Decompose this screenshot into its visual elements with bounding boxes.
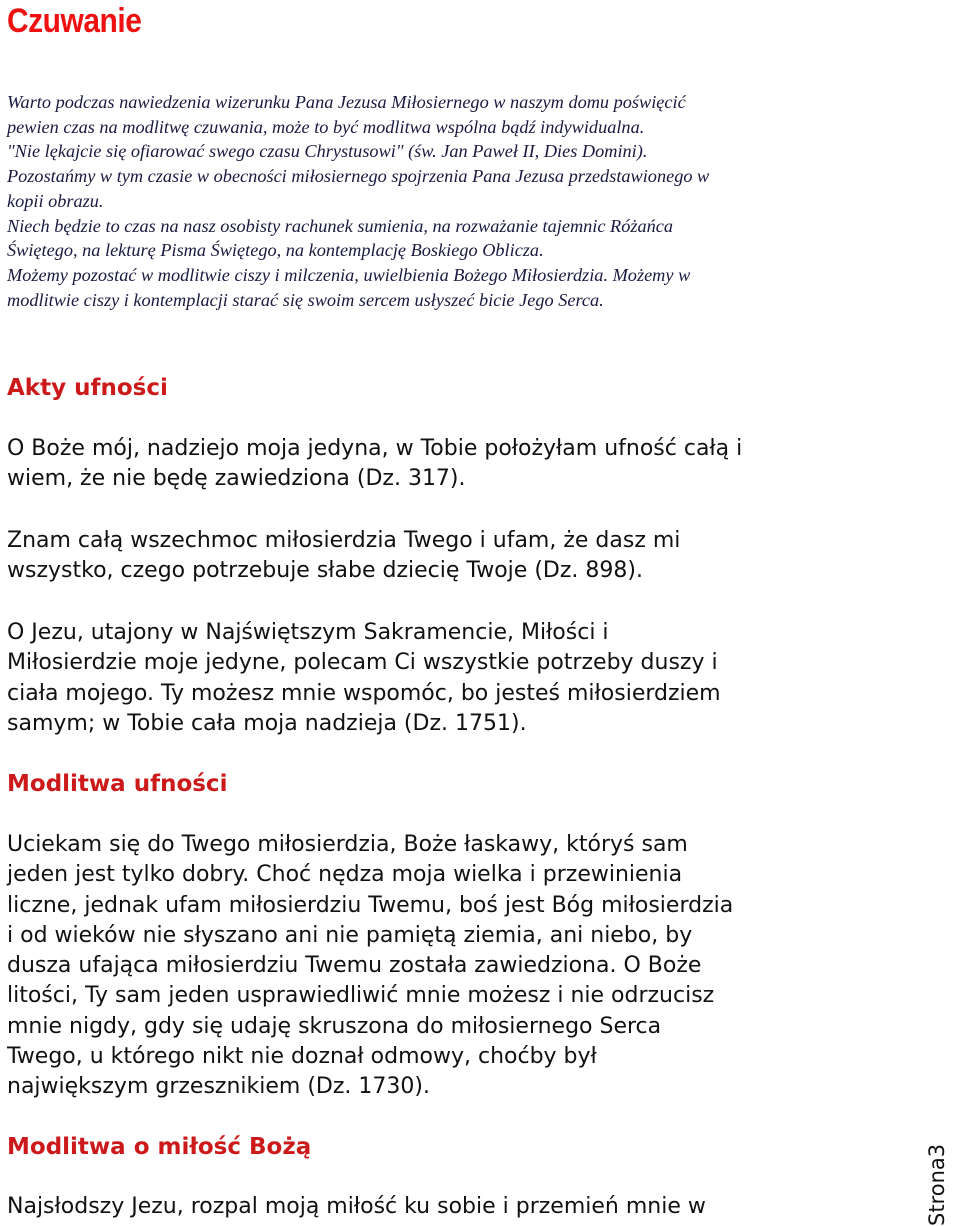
prayer-paragraph (7, 1192, 907, 1222)
act-of-trust-3 (7, 618, 907, 739)
text-line: Twego, u którego nikt nie doznał odmowy, choćby był (7, 1044, 597, 1070)
text-line: wszystko, czego potrzebuje słabe dziecię Twoje (Dz. 898). (7, 558, 643, 584)
text-line: największym grzesznikiem (Dz. 1730). (7, 1074, 430, 1100)
act-of-trust-1 (7, 434, 907, 495)
text-line: Pozostańmy w tym czasie w obecności miłosiernego spojrzenia Pana Jezusa przedstawionego w (7, 166, 710, 187)
text-line: dusza ufająca miłosierdziu Twemu została zawiedziona. O Boże (7, 953, 702, 979)
prayer-of-love (7, 1192, 907, 1222)
text-line: wiem, że nie będę zawiedziona (Dz. 317). (7, 466, 466, 492)
prayer-paragraph (7, 526, 907, 587)
text-line: mnie nigdy, gdy się udaję skruszona do miłosiernego Serca (7, 1013, 662, 1039)
intro-paragraph (7, 214, 907, 263)
text-line: Miłosierdzie moje jedyne, polecam Ci wszystkie potrzeby duszy i (7, 650, 718, 676)
text-line: modlitwie ciszy i kontemplacji starać się swoim sercem usłyszeć bicie Jego Serca. (7, 289, 604, 310)
text-line: Możemy pozostać w modlitwie ciszy i milczenia, uwielbienia Bożego Miłosierdzia. Możemy w (7, 264, 691, 285)
text-line: pewien czas na modlitwę czuwania, może to być modlitwa wspólna bądź indywidualna. (7, 116, 645, 137)
text-line: ciała mojego. Ty możesz mnie wspomóc, bo jesteś miłosierdziem (7, 680, 721, 706)
section-heading-modlitwa-o-milosc: Modlitwa o miłość Bożą (7, 1134, 312, 1160)
text-line: liczne, jednak ufam miłosierdziu Twemu, boś jest Bóg miłosierdzia (7, 892, 734, 918)
section-heading-akty-ufnosci: Akty ufności (7, 375, 168, 401)
act-of-trust-2 (7, 526, 907, 587)
text-line: Najsłodszy Jezu, rozpal moją miłość ku sobie i przemień mnie w (7, 1194, 706, 1219)
text-line: kopii obrazu. (7, 190, 104, 211)
prayer-paragraph (7, 434, 907, 495)
intro-paragraph (7, 263, 907, 312)
page-number: Strona3 (925, 1143, 949, 1226)
prayer-paragraph (7, 830, 907, 1103)
text-line: litości, Ty sam jeden usprawiedliwić mnie możesz i nie odrzucisz (7, 983, 715, 1009)
text-line: jeden jest tylko dobry. Choć nędza moja wielka i przewinienia (7, 862, 683, 888)
text-line: Warto podczas nawiedzenia wizerunku Pana Jezusa Miłosiernego w naszym domu poświęcić (7, 92, 686, 112)
prayer-paragraph (7, 618, 907, 739)
section-heading-modlitwa-ufnosci: Modlitwa ufności (7, 771, 228, 797)
text-line: Świętego, na lekturę Pisma Świętego, na kontemplację Boskiego Oblicza. (7, 240, 544, 261)
text-line: "Nie lękajcie się ofiarować swego czasu Chrystusowi" (św. Jan Paweł II, Dies Domini). (7, 141, 648, 162)
text-line: O Jezu, utajony w Najświętszym Sakramencie, Miłości i (7, 620, 609, 645)
text-line: Znam całą wszechmoc miłosierdzia Twego i ufam, że dasz mi (7, 528, 681, 553)
text-line: i od wieków nie słyszano ani nie pamiętą ziemia, ani niebo, by (7, 922, 693, 948)
text-line: samym; w Tobie cała moja nadzieja (Dz. 1751). (7, 710, 527, 736)
intro-text (7, 90, 907, 312)
page-title: Czuwanie (7, 2, 142, 40)
text-line: O Boże mój, nadziejo moja jedyna, w Tobie położyłam ufność całą i (7, 436, 743, 461)
prayer-of-trust (7, 830, 907, 1103)
intro-paragraph (7, 90, 907, 214)
text-line: Niech będzie to czas na nasz osobisty rachunek sumienia, na rozważanie tajemnic Różańca (7, 215, 674, 236)
text-line: Uciekam się do Twego miłosierdzia, Boże łaskawy, któryś sam (7, 832, 688, 857)
